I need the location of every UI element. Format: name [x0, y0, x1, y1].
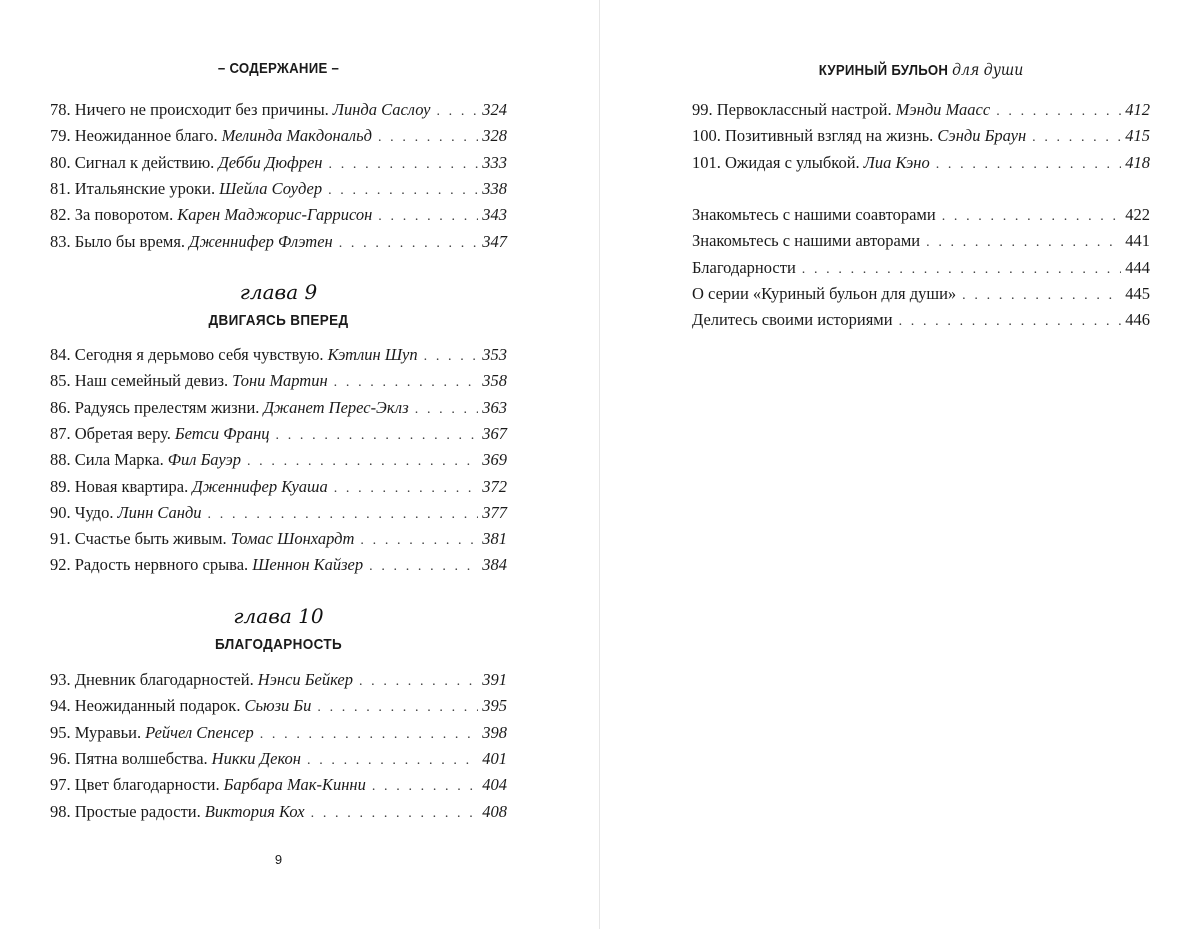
toc-entry: [692, 100, 1150, 124]
dot-leader: [334, 481, 479, 497]
entry-number: 98.: [50, 801, 71, 821]
chapter-10-title: БЛАГОДАРНОСТЬ: [214, 636, 343, 653]
dot-leader: [328, 183, 478, 199]
entry-author: Фил Бауэр: [167, 450, 241, 470]
toc-entry: [692, 310, 1150, 334]
toc-entry: [50, 179, 507, 203]
entry-page-number: 412: [1125, 100, 1150, 119]
entry-title-text: Неожиданное благо.: [74, 126, 218, 146]
entry-author: Дженнифер Флэтен: [189, 231, 333, 251]
dot-leader: [276, 428, 479, 444]
entry-number: 81.: [50, 178, 71, 198]
entry-title: [50, 205, 173, 225]
dot-leader: [926, 235, 1121, 251]
entry-page-number: 358: [482, 371, 507, 391]
entry-title-text: Сила Марка.: [74, 450, 164, 470]
entry-title-text: Позитивный взгляд на жизнь.: [725, 126, 934, 146]
entry-number: 92.: [50, 555, 71, 575]
entry-title-text: Ожидая с улыбкой.: [725, 152, 860, 172]
entry-author: Лиа Кэно: [863, 152, 930, 172]
toc-entry: [50, 749, 507, 773]
entry-title: Благодарности: [692, 257, 796, 277]
toc-entry: [50, 153, 507, 177]
dot-leader: [436, 104, 478, 120]
dot-leader: [360, 533, 478, 549]
entry-title: [50, 477, 188, 497]
entry-page-number: 372: [482, 476, 507, 496]
entry-title: [50, 153, 214, 173]
entry-title: О серии «Куриный бульон для души»: [692, 283, 957, 303]
entry-number: 95.: [50, 722, 71, 742]
toc-entry: [692, 205, 1150, 229]
entry-title-text: Радость нервного срыва.: [74, 555, 249, 575]
toc-entry: [50, 450, 507, 474]
toc-entry: [50, 100, 507, 124]
entry-number: 88.: [50, 450, 71, 470]
toc-entry: [50, 126, 507, 150]
entry-author: Шейла Соудер: [219, 178, 323, 198]
toc-entry: [50, 670, 507, 694]
toc-entry: [50, 477, 507, 501]
entry-page-number: 384: [482, 555, 507, 575]
entry-author: Рейчел Спенсер: [145, 722, 254, 742]
entry-author: Шеннон Кайзер: [252, 555, 364, 575]
entry-author: Нэнси Бейкер: [257, 670, 353, 689]
entry-page-number: 333: [482, 152, 507, 172]
entry-title-text: Новая квартира.: [74, 476, 189, 496]
entry-author: Тони Мартин: [232, 371, 328, 391]
entry-number: 99.: [692, 100, 713, 119]
entry-page-number: 422: [1125, 205, 1150, 224]
toc-entry: [692, 126, 1150, 150]
entry-title: [50, 802, 201, 822]
dot-leader: [936, 157, 1122, 173]
entry-page-number: 398: [482, 722, 507, 742]
entry-author: Никки Декон: [211, 748, 301, 768]
running-head-contents: – СОДЕРЖАНИЕ –: [217, 60, 340, 77]
dot-leader: [942, 209, 1122, 225]
entry-page-number: 445: [1125, 283, 1150, 303]
entry-title-text: Наш семейный девиз.: [74, 371, 229, 391]
entry-page-number: 363: [482, 397, 507, 417]
entry-number: 90.: [50, 502, 71, 522]
toc-entry: [50, 555, 507, 579]
toc-entry: [50, 802, 507, 826]
dot-leader: [334, 375, 479, 391]
toc-entry: [50, 503, 507, 527]
entry-page-number: 377: [482, 502, 507, 522]
entry-title-text: Простые радости.: [74, 801, 201, 821]
dot-leader: [359, 674, 478, 690]
entry-author: Джанет Перес-Эклз: [263, 397, 409, 417]
toc-entry: [692, 153, 1150, 177]
entry-title: [50, 696, 240, 716]
entry-page-number: 347: [482, 231, 507, 251]
dot-leader: [424, 349, 479, 365]
toc-entry: [50, 371, 507, 395]
entry-title: [50, 126, 218, 146]
entry-author: Виктория Кох: [204, 801, 305, 821]
entry-title-text: Сигнал к действию.: [74, 152, 215, 172]
entry-title-text: Было бы время.: [74, 231, 186, 251]
entry-author: Барбара Мак-Кинни: [223, 775, 366, 795]
entry-title: [50, 371, 228, 391]
entry-page-number: 381: [482, 529, 507, 549]
entry-number: 80.: [50, 152, 71, 172]
entry-page-number: 343: [482, 205, 507, 225]
chapter-10-label: глава 10: [233, 604, 324, 628]
dot-leader: [247, 454, 478, 470]
entry-number: 96.: [50, 748, 71, 768]
toc-entry: [692, 231, 1150, 255]
page-number: 9: [274, 852, 283, 867]
entry-title-text: Дневник благодарностей.: [74, 670, 254, 689]
page-gutter: [599, 0, 600, 929]
entry-title-text: Ничего не происходит без причины.: [74, 100, 329, 119]
entry-page-number: 446: [1125, 310, 1150, 330]
entry-title: [50, 424, 171, 444]
entry-author: Кэтлин Шуп: [327, 345, 418, 364]
entry-number: 97.: [50, 775, 71, 795]
toc-entry: [50, 424, 507, 448]
entry-page-number: 324: [482, 100, 507, 119]
entry-title: [50, 232, 185, 252]
entry-page-number: 395: [482, 696, 507, 716]
dot-leader: [339, 236, 479, 252]
entry-title: [50, 450, 164, 470]
running-head-script: для души: [952, 60, 1024, 79]
entry-number: 83.: [50, 231, 71, 251]
entry-title-text: За поворотом.: [74, 205, 174, 225]
entry-title-text: Неожиданный подарок.: [74, 696, 241, 716]
entry-number: 86.: [50, 397, 71, 417]
entry-title-text: Муравьи.: [74, 722, 142, 742]
entry-title-text: Итальянские уроки.: [74, 178, 216, 198]
entry-title: [692, 153, 860, 173]
entry-title-text: Радуясь прелестям жизни.: [74, 397, 260, 417]
entry-title: [50, 723, 141, 743]
dot-leader: [415, 402, 479, 418]
dot-leader: [260, 727, 479, 743]
entry-page-number: 391: [482, 670, 507, 689]
dot-leader: [317, 700, 478, 716]
dot-leader: [208, 507, 479, 523]
entry-number: 93.: [50, 670, 71, 689]
running-head-main: КУРИНЫЙ БУЛЬОН: [818, 62, 949, 79]
entry-author: Дебби Дюфрен: [218, 152, 323, 172]
dot-leader: [899, 314, 1122, 330]
entry-page-number: 441: [1125, 231, 1150, 251]
running-head-series: [719, 60, 1122, 79]
chapter-9-title: ДВИГАЯСЬ ВПЕРЕД: [208, 312, 349, 329]
entry-page-number: 369: [482, 450, 507, 470]
entry-number: 84.: [50, 345, 71, 364]
entry-number: 78.: [50, 100, 71, 119]
entry-author: Мелинда Макдональд: [221, 126, 372, 146]
entry-title: [50, 775, 220, 795]
entry-page-number: 338: [482, 178, 507, 198]
entry-author: Томас Шонхардт: [230, 529, 355, 549]
toc-entry: [50, 345, 507, 369]
entry-page-number: 415: [1125, 126, 1150, 146]
entry-author: Карен Маджорис-Гаррисон: [177, 205, 373, 225]
entry-title: [50, 749, 208, 769]
entry-author: Сьюзи Би: [244, 696, 312, 716]
entry-number: 79.: [50, 126, 71, 146]
entry-number: 100.: [692, 126, 721, 146]
dot-leader: [329, 157, 479, 173]
entry-number: 94.: [50, 696, 71, 716]
dot-leader: [962, 288, 1121, 304]
entry-title-text: Цвет благодарности.: [74, 775, 220, 795]
entry-title: Знакомьтесь с нашими соавторами: [692, 205, 936, 224]
entry-title: Делитесь своими историями: [692, 310, 893, 330]
entry-title: [692, 100, 892, 120]
entry-page-number: 404: [482, 775, 507, 795]
entry-title: [50, 398, 259, 418]
toc-entry: [50, 696, 507, 720]
entry-title: Знакомьтесь с нашими авторами: [692, 231, 921, 251]
entry-number: 82.: [50, 205, 71, 225]
entry-title: [50, 529, 227, 549]
dot-leader: [311, 806, 479, 822]
entry-number: 101.: [692, 152, 721, 172]
toc-entry: [50, 205, 507, 229]
toc-entry: [692, 258, 1150, 282]
entry-page-number: 408: [482, 801, 507, 821]
entry-author: Дженнифер Куаша: [192, 476, 328, 496]
entry-page-number: 401: [482, 748, 507, 768]
entry-page-number: 367: [482, 423, 507, 443]
entry-author: Линда Саслоу: [332, 100, 431, 119]
toc-entry: [50, 529, 507, 553]
entry-title: [50, 100, 329, 120]
entry-title: [50, 503, 113, 523]
toc-entry: [50, 398, 507, 422]
entry-number: 87.: [50, 423, 71, 443]
entry-page-number: 444: [1125, 257, 1150, 277]
entry-title: [50, 345, 324, 365]
entry-author: Мэнди Маасс: [895, 100, 991, 119]
dot-leader: [378, 130, 478, 146]
entry-title: [50, 670, 254, 690]
entry-page-number: 418: [1125, 152, 1150, 172]
toc-entry: [50, 723, 507, 747]
toc-entry: [692, 284, 1150, 308]
entry-title: [50, 179, 215, 199]
dot-leader: [369, 559, 478, 575]
entry-title-text: Обретая веру.: [74, 423, 171, 443]
entry-title-text: Чудо.: [74, 502, 114, 522]
entry-number: 91.: [50, 529, 71, 549]
entry-title-text: Первоклассный настрой.: [716, 100, 892, 119]
dot-leader: [378, 209, 478, 225]
dot-leader: [1032, 130, 1121, 146]
toc-entry: [50, 232, 507, 256]
entry-author: Бетси Франц: [174, 423, 270, 443]
entry-title: [692, 126, 933, 146]
dot-leader: [307, 753, 478, 769]
entry-title: [50, 555, 248, 575]
dot-leader: [372, 779, 478, 795]
dot-leader: [802, 262, 1121, 278]
chapter-9-label: глава 9: [239, 280, 318, 304]
entry-title-text: Сегодня я дерьмово себя чувствую.: [74, 345, 324, 364]
entry-author: Сэнди Браун: [937, 126, 1027, 146]
entry-title-text: Пятна волшебства.: [74, 748, 208, 768]
dot-leader: [996, 104, 1121, 120]
entry-page-number: 328: [482, 126, 507, 146]
toc-entry: [50, 775, 507, 799]
entry-title-text: Счастье быть живым.: [74, 529, 227, 549]
entry-number: 89.: [50, 476, 71, 496]
entry-number: 85.: [50, 371, 71, 391]
entry-author: Линн Санди: [117, 502, 202, 522]
entry-page-number: 353: [482, 345, 507, 364]
